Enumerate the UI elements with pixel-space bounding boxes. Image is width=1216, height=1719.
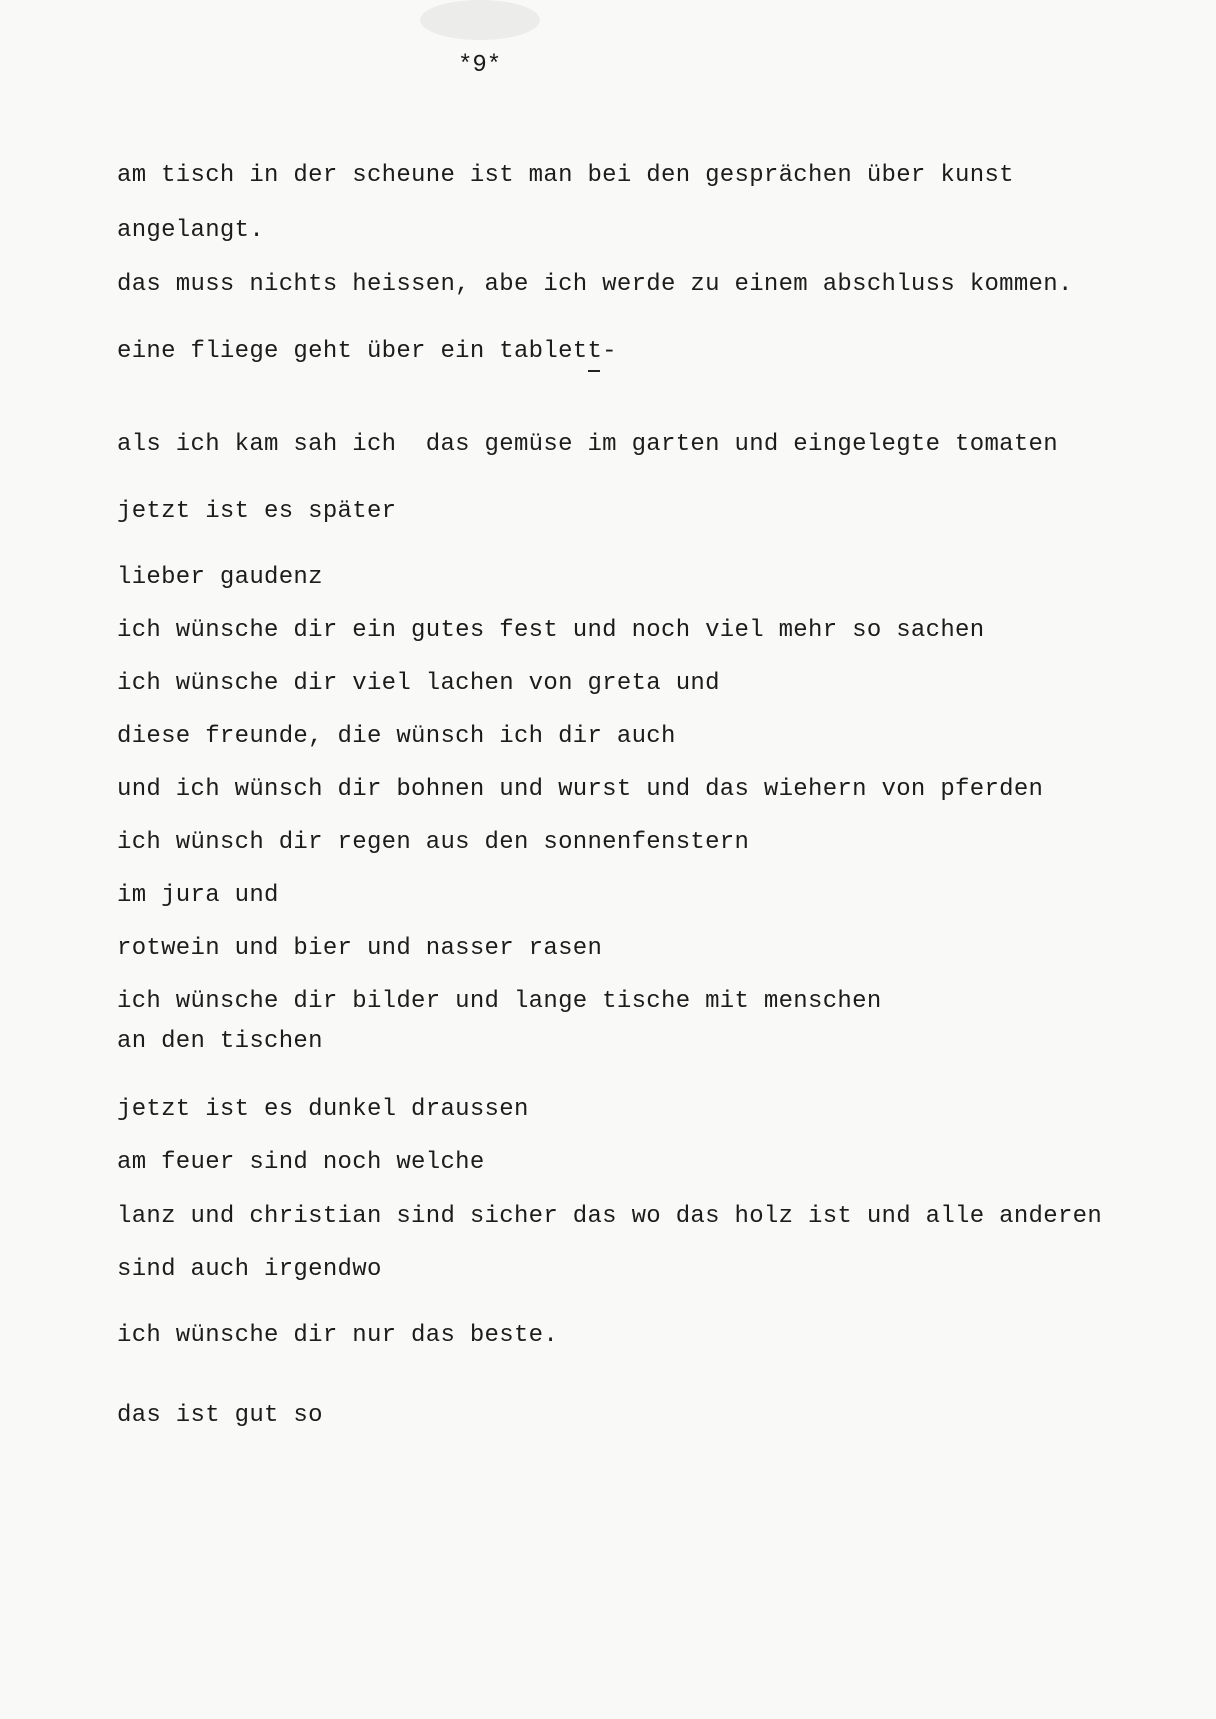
text-line-11: und ich wünsch dir bohnen und wurst und das wiehern von pferden (117, 776, 1044, 803)
text-line-9: ich wünsche dir viel lachen von greta und (117, 670, 720, 697)
text-line-1: am tisch in der scheune ist man bei den gesprächen über kunst (117, 162, 1014, 189)
text-line-8: ich wünsche dir ein gutes fest und noch viel mehr so sachen (117, 617, 985, 644)
typed-underline-mark (588, 370, 600, 372)
text-line-7: lieber gaudenz (117, 564, 323, 591)
text-line-3: das muss nichts heissen, abe ich werde zu einem abschluss kommen. (117, 271, 1073, 298)
text-line-4: eine fliege geht über ein tablett- (117, 338, 617, 365)
text-line-21: ich wünsche dir nur das beste. (117, 1322, 559, 1349)
text-line-18: am feuer sind noch welche (117, 1149, 485, 1176)
text-line-10: diese freunde, die wünsch ich dir auch (117, 723, 676, 750)
paper-smudge (420, 0, 540, 40)
text-line-15: ich wünsche dir bilder und lange tische mit menschen (117, 988, 882, 1015)
text-line-17: jetzt ist es dunkel draussen (117, 1096, 529, 1123)
text-line-14: rotwein und bier und nasser rasen (117, 935, 603, 962)
text-line-22: das ist gut so (117, 1402, 323, 1429)
page-number: *9* (458, 52, 502, 79)
text-line-12: ich wünsch dir regen aus den sonnenfenstern (117, 829, 750, 856)
text-line-16: an den tischen (117, 1028, 323, 1055)
text-line-5: als ich kam sah ich das gemüse im garten und eingelegte tomaten (117, 431, 1058, 458)
text-line-20: sind auch irgendwo (117, 1256, 382, 1283)
text-line-2: angelangt. (117, 217, 265, 244)
text-line-13: im jura und (117, 882, 279, 909)
text-line-6: jetzt ist es später (117, 498, 397, 525)
text-line-19: lanz und christian sind sicher das wo das holz ist und alle anderen (117, 1203, 1103, 1230)
